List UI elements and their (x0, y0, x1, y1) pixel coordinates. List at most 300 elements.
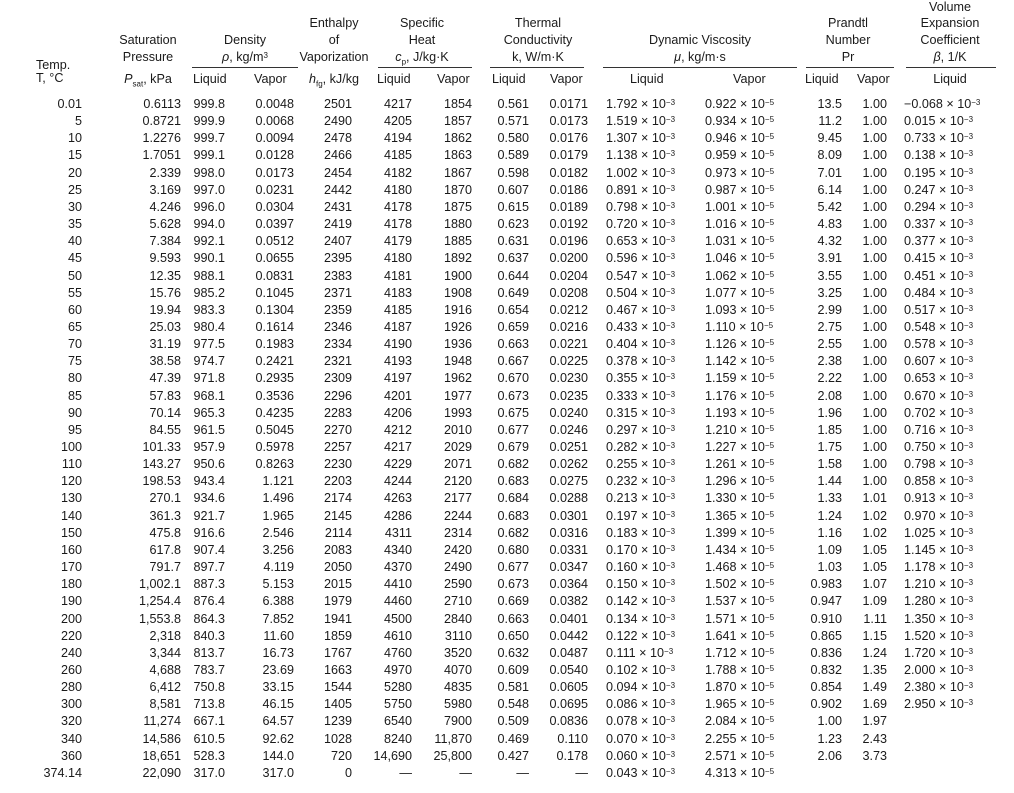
exponent: −5 (764, 732, 775, 742)
cell-rho-liquid: 317.0 (193, 765, 225, 780)
cell-mu-liquid: $0.720 \times 10^{-3}$ (606, 217, 676, 232)
exponent: −3 (665, 149, 676, 159)
cell-cp-liquid: 4201 (383, 388, 412, 403)
cell-pr-vapor: 1.05 (862, 542, 887, 557)
cell-temp: 130 (60, 491, 82, 506)
cell-pr-vapor: 1.00 (862, 388, 887, 403)
cell-mu-liquid: $0.111 \times 10^{-3}$ (606, 645, 674, 660)
exponent: −3 (963, 286, 974, 296)
exponent: −5 (764, 578, 775, 588)
exponent: −3 (963, 595, 974, 605)
cell-k-liquid: 0.679 (497, 440, 529, 454)
cell-pr-vapor: 1.00 (862, 217, 887, 232)
cell-pr-liquid: 1.03 (817, 560, 842, 575)
cell-pr-liquid: 1.23 (817, 731, 842, 746)
cell-mu-vapor: $1.142 \times 10^{-5}$ (705, 354, 775, 369)
cell-mu-vapor: $1.193 \times 10^{-5}$ (705, 405, 775, 420)
table-row (0, 268, 1014, 285)
cell-k-liquid: — (516, 765, 529, 780)
cell-rho-liquid: 968.1 (193, 388, 225, 403)
cell-pr-liquid: 0.832 (810, 662, 842, 677)
cell-rho-vapor: 0.2935 (255, 371, 294, 386)
cell-pr-vapor: 1.00 (862, 97, 887, 111)
cell-k-vapor: 0.0540 (549, 662, 588, 677)
cell-cp-liquid: 4370 (383, 560, 412, 575)
exponent: −5 (764, 629, 775, 639)
cell-mu-vapor: $2.084 \times 10^{-5}$ (705, 714, 775, 729)
cell-k-liquid: 0.663 (497, 611, 529, 626)
cell-mu-liquid: $1.519 \times 10^{-3}$ (606, 114, 676, 129)
cell-rho-liquid: 992.1 (193, 234, 225, 249)
exponent: −5 (764, 338, 775, 348)
cell-cp-liquid: 4179 (383, 234, 412, 249)
density-liquid-label: Liquid (193, 72, 227, 86)
cell-mu-vapor: $1.159 \times 10^{-5}$ (705, 371, 775, 386)
cell-beta: $0.913 \times 10^{-3}$ (904, 491, 974, 506)
cell-h-fg: 2309 (323, 371, 352, 386)
table-row (0, 319, 1014, 336)
cell-beta: $0.415 \times 10^{-3}$ (904, 251, 974, 266)
cell-cp-vapor: 2314 (443, 525, 472, 540)
cell-cp-vapor: 2010 (443, 422, 472, 437)
enthalpy-header-line2: Vaporization (299, 50, 369, 64)
cell-k-vapor: 0.0382 (549, 594, 588, 609)
table-row (0, 679, 1014, 696)
cell-h-fg: 720 (330, 748, 352, 763)
cell-h-fg: 1239 (323, 714, 352, 729)
cell-k-liquid: 0.637 (497, 251, 529, 266)
mu-underline (603, 67, 797, 68)
cell-mu-liquid: $0.183 \times 10^{-3}$ (606, 525, 676, 540)
exponent: −5 (764, 612, 775, 622)
cell-k-vapor: 0.0240 (549, 405, 588, 420)
cell-rho-liquid: 971.8 (193, 371, 225, 386)
cell-h-fg: 2478 (323, 131, 352, 146)
cell-pr-liquid: 8.09 (817, 148, 842, 163)
cell-h-fg: 2371 (323, 285, 352, 300)
exponent: −3 (963, 526, 974, 536)
cell-k-vapor: 0.110 (557, 731, 588, 746)
beta-header-units: β, 1/K (933, 50, 967, 64)
cell-mu-vapor: $0.934 \times 10^{-5}$ (705, 114, 775, 129)
cell-p-sat: 1.7051 (142, 148, 181, 163)
cell-beta: $0.858 \times 10^{-3}$ (904, 474, 974, 489)
cell-temp: 95 (67, 422, 82, 437)
cell-k-vapor: 0.0246 (549, 422, 588, 437)
cell-rho-liquid: 961.5 (193, 422, 225, 437)
cell-temp: 50 (67, 268, 82, 283)
cell-k-liquid: 0.649 (497, 285, 529, 300)
exponent: −5 (764, 183, 775, 193)
cell-p-sat: 70.14 (149, 405, 181, 420)
cell-k-liquid: 0.623 (497, 217, 529, 232)
cell-cp-liquid: 4970 (383, 662, 412, 677)
cell-beta: $0.294 \times 10^{-3}$ (904, 199, 974, 214)
cell-pr-liquid: 2.06 (817, 748, 842, 763)
cell-pr-vapor: 1.00 (862, 422, 887, 437)
cell-cp-liquid: 4263 (383, 491, 412, 506)
cell-pr-liquid: 7.01 (817, 165, 842, 180)
cell-temp: 120 (60, 474, 82, 489)
cell-k-vapor: 0.0189 (549, 199, 588, 214)
cell-cp-vapor: 2490 (443, 560, 472, 575)
cell-pr-liquid: 1.44 (817, 474, 842, 489)
cell-rho-vapor: 6.388 (262, 594, 294, 609)
exponent: −3 (963, 132, 974, 142)
cell-p-sat: 1.2276 (142, 131, 181, 146)
cell-k-vapor: 0.0204 (549, 268, 588, 283)
cell-cp-vapor: 1936 (443, 337, 472, 352)
cell-cp-vapor: 2177 (443, 491, 472, 506)
pr-header-line2: Pr (841, 50, 855, 64)
cell-p-sat: 270.1 (149, 491, 181, 506)
table-row (0, 542, 1014, 559)
cell-k-vapor: 0.0262 (549, 457, 588, 472)
table-row (0, 147, 1014, 164)
cell-mu-liquid: $1.307 \times 10^{-3}$ (606, 131, 676, 146)
cell-rho-vapor: 317.0 (262, 765, 294, 780)
cell-h-fg: 2015 (323, 577, 352, 592)
exponent: −3 (665, 406, 676, 416)
cell-mu-vapor: $1.571 \times 10^{-5}$ (705, 611, 775, 626)
cell-mu-liquid: $0.333 \times 10^{-3}$ (606, 388, 676, 403)
exponent: −3 (963, 200, 974, 210)
cell-p-sat: 4,688 (149, 662, 181, 677)
exponent: −3 (665, 595, 676, 605)
cell-beta: $0.138 \times 10^{-3}$ (904, 148, 974, 163)
cell-cp-liquid: 4185 (383, 148, 412, 163)
cell-cp-vapor: 25,800 (433, 748, 472, 763)
cell-mu-liquid: $0.891 \times 10^{-3}$ (606, 182, 676, 197)
exponent: −3 (665, 218, 676, 228)
cell-mu-liquid: $0.282 \times 10^{-3}$ (606, 440, 676, 454)
cell-pr-vapor: 1.69 (862, 697, 887, 712)
cell-pr-vapor: 1.00 (862, 285, 887, 300)
cell-k-liquid: 0.680 (497, 542, 529, 557)
cell-p-sat: 2,318 (149, 628, 181, 643)
density-header-units: ρ, $kg/m^3$ (222, 50, 268, 64)
cell-cp-liquid: 4185 (383, 302, 412, 317)
cell-temp: 65 (67, 319, 82, 334)
cell-temp: 60 (67, 302, 82, 317)
cell-cp-vapor: 2710 (443, 594, 472, 609)
table-row (0, 748, 1014, 765)
cell-cp-vapor: 1857 (443, 114, 472, 129)
cell-temp: 30 (67, 199, 82, 214)
cell-k-liquid: 0.663 (497, 337, 529, 352)
cell-cp-liquid: 4217 (383, 440, 412, 454)
cell-mu-liquid: $0.043 \times 10^{-3}$ (606, 765, 676, 780)
k-liquid-label: Liquid (492, 72, 526, 86)
enthalpy-header-line0: Enthalpy (309, 16, 359, 30)
k-header-line1: Conductivity (503, 33, 573, 47)
table-row (0, 130, 1014, 147)
cell-rho-vapor: 0.0231 (255, 182, 294, 197)
exponent: −5 (764, 355, 775, 365)
cell-pr-vapor: 1.00 (862, 251, 887, 266)
cp-header-line0: Specific (399, 16, 445, 30)
exponent: −3 (665, 303, 676, 313)
cell-temp: 80 (67, 371, 82, 386)
cell-pr-liquid: 1.24 (817, 508, 842, 523)
cell-rho-liquid: 999.1 (193, 148, 225, 163)
cell-k-liquid: 0.677 (497, 422, 529, 437)
cell-h-fg: 1979 (323, 594, 352, 609)
cell-cp-liquid: 4178 (383, 217, 412, 232)
exponent: −3 (665, 475, 676, 485)
cell-temp: 190 (60, 594, 82, 609)
table-row (0, 696, 1014, 713)
cell-temp: 300 (60, 697, 82, 712)
cell-cp-liquid: 4183 (383, 285, 412, 300)
cell-pr-vapor: 1.05 (862, 560, 887, 575)
exponent: −3 (665, 492, 676, 502)
cell-rho-liquid: 907.4 (193, 542, 225, 557)
cell-rho-vapor: 11.60 (263, 628, 294, 643)
mu-header-units: μ, kg/m·s (674, 50, 726, 64)
cell-cp-liquid: 4206 (383, 405, 412, 420)
cell-pr-liquid: 0.865 (810, 628, 842, 643)
cell-beta: $1.280 \times 10^{-3}$ (904, 594, 974, 609)
cell-beta: $1.145 \times 10^{-3}$ (904, 542, 974, 557)
cell-p-sat: 14,586 (142, 731, 181, 746)
exponent: −5 (764, 406, 775, 416)
cell-rho-liquid: 667.1 (193, 714, 225, 729)
cell-mu-vapor: $1.227 \times 10^{-5}$ (705, 440, 775, 454)
cell-rho-liquid: 980.4 (193, 319, 225, 334)
cell-k-vapor: 0.0221 (549, 337, 588, 352)
cp-vapor-label: Vapor (437, 72, 470, 86)
cell-rho-vapor: 0.1983 (255, 337, 294, 352)
cell-temp: 110 (61, 457, 82, 472)
pr-underline (806, 67, 894, 68)
exponent: −3 (963, 612, 974, 622)
table-row (0, 765, 1014, 782)
cell-temp: 20 (67, 165, 82, 180)
cell-cp-vapor: 1885 (443, 234, 472, 249)
exponent: −3 (963, 338, 974, 348)
cell-h-fg: 1405 (323, 697, 352, 712)
cell-pr-liquid: 4.83 (817, 217, 842, 232)
cell-mu-vapor: $1.062 \times 10^{-5}$ (705, 268, 775, 283)
cell-k-vapor: 0.0200 (549, 251, 588, 266)
cell-pr-vapor: 1.00 (862, 268, 887, 283)
cell-cp-vapor: 2244 (443, 508, 472, 523)
exponent: −5 (764, 149, 775, 159)
cell-rho-vapor: 0.0397 (255, 217, 294, 232)
cell-k-liquid: 0.667 (497, 354, 529, 369)
cell-rho-vapor: 3.256 (262, 542, 294, 557)
cell-k-vapor: 0.0196 (549, 234, 588, 249)
cp-liquid-label: Liquid (377, 72, 411, 86)
exponent: −5 (764, 218, 775, 228)
cell-cp-liquid: 4286 (383, 508, 412, 523)
cell-k-liquid: 0.670 (497, 371, 529, 386)
cell-beta: $1.520 \times 10^{-3}$ (904, 628, 974, 643)
cell-temp: 220 (60, 628, 82, 643)
enthalpy-header-units: $h_{fg}$, kJ/kg (308, 72, 360, 89)
exponent: −5 (764, 458, 775, 468)
cell-mu-liquid: $0.213 \times 10^{-3}$ (606, 491, 676, 506)
table-row (0, 182, 1014, 199)
cell-rho-liquid: 999.9 (193, 114, 225, 129)
cell-mu-vapor: $4.313 \times 10^{-5}$ (705, 765, 775, 780)
exponent: −3 (665, 509, 676, 519)
cell-pr-liquid: 5.42 (817, 199, 842, 214)
cell-h-fg: 2490 (323, 114, 352, 129)
cell-beta: $1.720 \times 10^{-3}$ (904, 645, 974, 660)
cell-k-liquid: 0.561 (497, 97, 529, 111)
cell-mu-liquid: $0.255 \times 10^{-3}$ (606, 457, 676, 472)
cell-cp-vapor: 11,870 (434, 731, 472, 746)
cell-k-liquid: 0.650 (497, 628, 529, 643)
cell-p-sat: 84.55 (149, 422, 181, 437)
cell-pr-liquid: 2.55 (817, 337, 842, 352)
cell-h-fg: 2395 (323, 251, 352, 266)
cell-k-vapor: 0.0275 (549, 474, 588, 489)
exponent: −3 (963, 235, 974, 245)
table-row (0, 165, 1014, 182)
cell-k-vapor: 0.0251 (549, 440, 588, 454)
cell-k-liquid: 0.609 (497, 662, 529, 677)
cell-pr-liquid: 9.45 (817, 131, 842, 146)
cell-h-fg: 1663 (323, 662, 352, 677)
cell-rho-liquid: 897.7 (193, 560, 225, 575)
cell-mu-vapor: $0.922 \times 10^{-5}$ (705, 97, 775, 111)
cell-k-liquid: 0.673 (497, 388, 529, 403)
cell-k-vapor: 0.0192 (549, 217, 588, 232)
cell-mu-vapor: $1.031 \times 10^{-5}$ (705, 234, 775, 249)
cell-rho-vapor: 2.546 (262, 525, 294, 540)
cell-k-liquid: 0.669 (497, 594, 529, 609)
exponent: −5 (764, 526, 775, 536)
cell-p-sat: 2.339 (149, 165, 181, 180)
exponent: −3 (665, 749, 676, 759)
cell-pr-vapor: 1.00 (862, 234, 887, 249)
cell-cp-liquid: 5280 (383, 680, 412, 695)
cell-pr-vapor: 1.00 (862, 131, 887, 146)
cell-h-fg: 1544 (323, 680, 352, 695)
cell-pr-liquid: 0.910 (810, 611, 842, 626)
cell-pr-liquid: 0.947 (810, 594, 842, 609)
exponent: −3 (665, 526, 676, 536)
exponent: −3 (963, 663, 974, 673)
cell-pr-vapor: 2.43 (862, 731, 887, 746)
cell-rho-vapor: 0.0304 (255, 199, 294, 214)
cell-pr-vapor: 1.15 (862, 628, 887, 643)
cell-pr-vapor: 1.07 (862, 577, 887, 592)
cell-pr-vapor: 1.00 (862, 148, 887, 163)
table-row (0, 199, 1014, 216)
cell-p-sat: 12.35 (149, 268, 181, 283)
cell-mu-liquid: $0.798 \times 10^{-3}$ (606, 199, 676, 214)
cell-h-fg: 2431 (323, 199, 352, 214)
cell-mu-liquid: $0.232 \times 10^{-3}$ (606, 474, 676, 489)
cell-k-liquid: 0.675 (497, 405, 529, 420)
cell-pr-liquid: 1.00 (817, 714, 842, 729)
cell-rho-vapor: 0.4235 (255, 405, 294, 420)
cell-k-vapor: 0.0316 (549, 525, 588, 540)
cell-beta: $2.000 \times 10^{-3}$ (904, 662, 974, 677)
table-row (0, 353, 1014, 370)
cell-pr-liquid: 2.75 (817, 319, 842, 334)
cell-mu-vapor: $1.537 \times 10^{-5}$ (705, 594, 775, 609)
exponent: −3 (665, 663, 676, 673)
cell-k-liquid: 0.598 (497, 165, 529, 180)
cell-cp-liquid: 4193 (383, 354, 412, 369)
cell-rho-liquid: 990.1 (193, 251, 225, 266)
cell-mu-vapor: $2.571 \times 10^{-5}$ (705, 748, 775, 763)
cell-pr-liquid: 1.16 (817, 525, 842, 540)
cell-rho-vapor: 33.15 (262, 680, 294, 695)
cell-mu-vapor: $1.330 \times 10^{-5}$ (705, 491, 775, 506)
cell-pr-vapor: 1.00 (862, 165, 887, 180)
cell-rho-vapor: 0.1304 (255, 302, 294, 317)
cell-k-liquid: 0.682 (497, 457, 529, 472)
cell-cp-vapor: 1863 (443, 148, 472, 163)
cell-temp: 240 (60, 645, 82, 660)
cell-rho-vapor: 0.2421 (255, 354, 294, 369)
cell-rho-liquid: 996.0 (193, 199, 225, 214)
cell-mu-vapor: $1.210 \times 10^{-5}$ (705, 422, 775, 437)
k-header-units: k, W/m·K (512, 50, 564, 64)
cell-cp-liquid: 4212 (383, 422, 412, 437)
cell-rho-vapor: 0.1614 (255, 319, 294, 334)
cell-k-vapor: 0.0182 (549, 165, 588, 180)
cell-cp-vapor: 2840 (443, 611, 472, 626)
cell-beta: $0.670 \times 10^{-3}$ (904, 388, 974, 403)
exponent: −3 (665, 681, 676, 691)
exponent: −3 (665, 612, 676, 622)
cell-rho-liquid: 916.6 (193, 525, 225, 540)
cell-rho-vapor: 64.57 (262, 714, 294, 729)
cell-rho-vapor: 0.0512 (255, 234, 294, 249)
cell-mu-liquid: $0.596 \times 10^{-3}$ (606, 251, 676, 266)
cell-k-liquid: 0.684 (497, 491, 529, 506)
exponent: −5 (764, 509, 775, 519)
cell-rho-vapor: 23.69 (262, 662, 294, 677)
cell-pr-vapor: 1.09 (862, 594, 887, 609)
cell-h-fg: 2346 (323, 319, 352, 334)
cell-mu-liquid: $0.122 \times 10^{-3}$ (606, 628, 676, 643)
cell-beta: $0.653 \times 10^{-3}$ (904, 371, 974, 386)
cell-rho-vapor: 0.0048 (255, 97, 294, 111)
cell-h-fg: 1767 (323, 645, 352, 660)
cell-k-liquid: 0.659 (497, 319, 529, 334)
density-header-line1: Density (224, 33, 266, 47)
cell-rho-liquid: 997.0 (193, 182, 225, 197)
cell-rho-vapor: 0.8263 (255, 457, 294, 472)
cell-pr-liquid: 3.25 (817, 285, 842, 300)
exponent: −3 (963, 183, 974, 193)
cell-temp: 180 (60, 577, 82, 592)
cell-rho-liquid: 750.8 (193, 680, 225, 695)
cell-mu-vapor: $1.434 \times 10^{-5}$ (705, 542, 775, 557)
cell-mu-liquid: $0.378 \times 10^{-3}$ (606, 354, 676, 369)
exponent: −3 (963, 406, 974, 416)
cell-rho-vapor: 144.0 (262, 748, 294, 763)
cell-pr-liquid: 0.902 (810, 697, 842, 712)
cell-rho-vapor: 0.0655 (255, 251, 294, 266)
cell-mu-liquid: $1.002 \times 10^{-3}$ (606, 165, 676, 180)
cell-pr-vapor: 1.49 (862, 680, 887, 695)
cell-pr-liquid: 2.22 (817, 371, 842, 386)
exponent: −5 (764, 423, 775, 433)
cell-pr-vapor: 1.00 (862, 319, 887, 334)
table-row (0, 731, 1014, 748)
cell-k-liquid: 0.631 (497, 234, 529, 249)
cell-pr-vapor: 1.97 (862, 714, 887, 729)
